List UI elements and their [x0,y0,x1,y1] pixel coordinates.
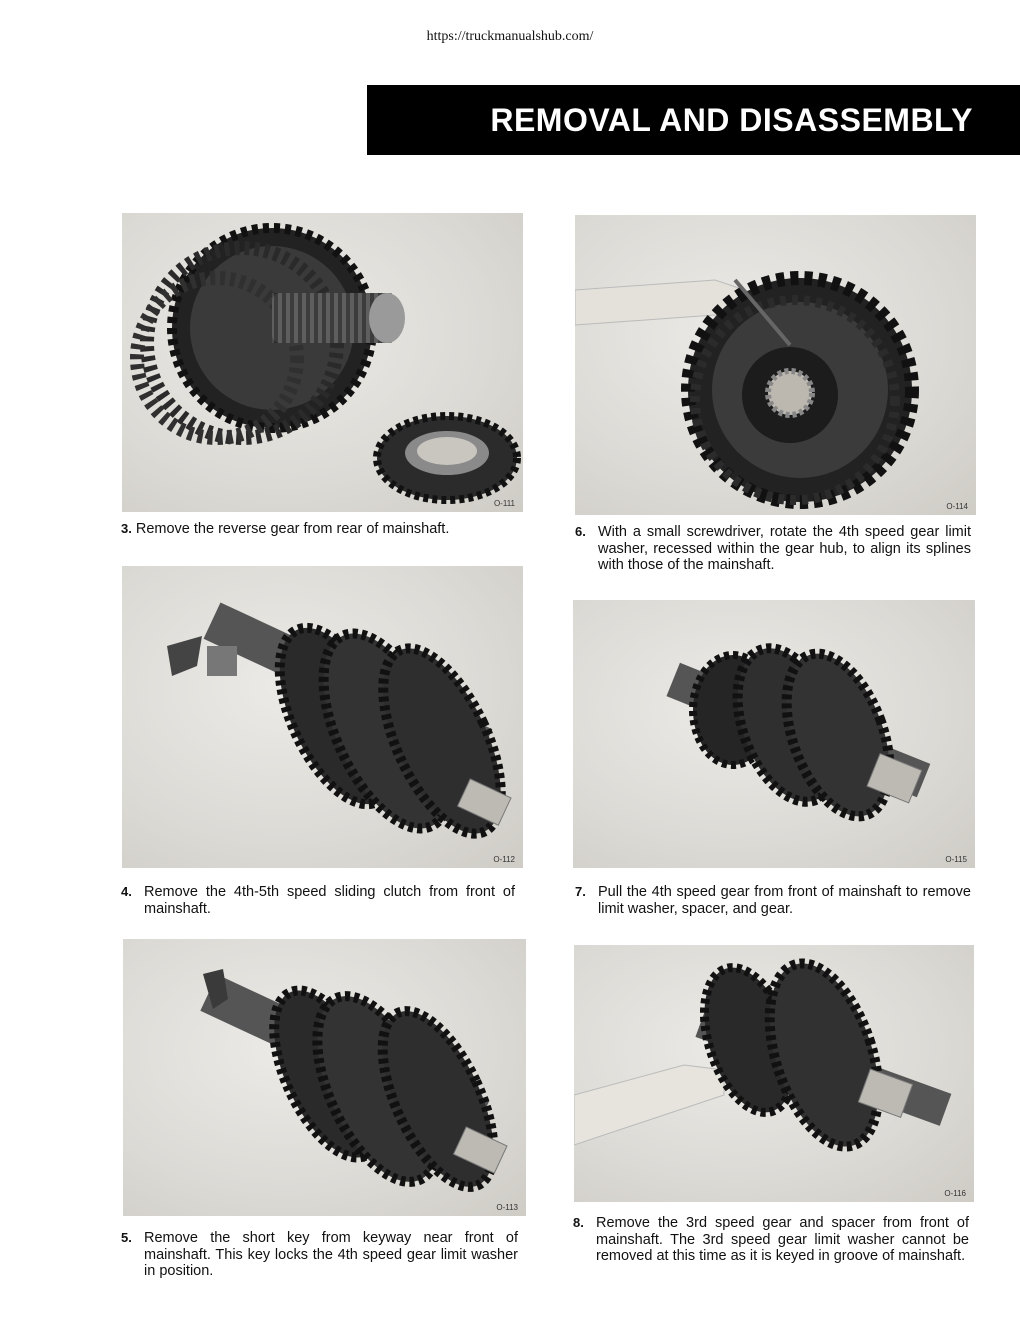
caption-text: Remove the 3rd speed gear and spacer from front of mainshaft. The 3rd speed gear limit washer cannot be removed at this time as it is keyed in groove of mainshaft. [596,1215,969,1264]
caption-text: Remove the reverse gear from rear of mainshaft. [135,521,450,537]
figure-number: O-114 [946,502,968,511]
photo-sliding-clutch [122,566,523,868]
figure-number: O-113 [496,1203,518,1212]
caption-step-8 [573,1215,969,1265]
mainshaft-illustration [123,939,526,1216]
mainshaft-illustration [573,600,975,868]
page-title: REMOVAL AND DISASSEMBLY [490,101,973,138]
figure-number: O-111 [493,499,515,508]
caption-text: Remove the 4th-5th speed sliding clutch from front of mainshaft. [144,884,515,917]
photo-limit-washer [575,215,976,515]
photo-third-speed-gear [574,945,974,1202]
figure-number: O-116 [944,1189,966,1198]
step-number: 5. [121,1230,132,1245]
source-url: https://truckmanualshub.com/ [426,29,594,44]
figure-number: O-112 [493,855,515,864]
figure-number: O-115 [945,855,967,864]
gear-illustration [575,215,976,515]
photo-reverse-gear [122,213,523,512]
caption-step-7 [575,884,971,917]
caption-step-6 [575,524,971,574]
step-number: 6. [575,524,586,539]
gear-illustration [122,213,523,512]
step-number: 4. [121,884,132,899]
section-title-banner [367,85,1020,155]
caption-step-5 [121,1230,518,1280]
mainshaft-illustration [122,566,523,868]
step-number: 7. [575,884,586,899]
step-number: 3. [121,521,132,536]
photo-fourth-speed-gear [573,600,975,868]
caption-step-4 [121,884,515,917]
mainshaft-illustration [574,945,974,1202]
step-number: 8. [573,1215,584,1230]
caption-text: Remove the short key from keyway near front of mainshaft. This key locks the 4th speed gear limit washer in position. [144,1230,518,1279]
caption-step-3 [121,521,516,538]
photo-short-key [123,939,526,1216]
caption-text: Pull the 4th speed gear from front of mainshaft to remove limit washer, spacer, and gear. [598,884,971,917]
caption-text: With a small screwdriver, rotate the 4th speed gear limit washer, recessed within the gear hub, to align its splines with those of the mainshaft. [598,524,971,573]
